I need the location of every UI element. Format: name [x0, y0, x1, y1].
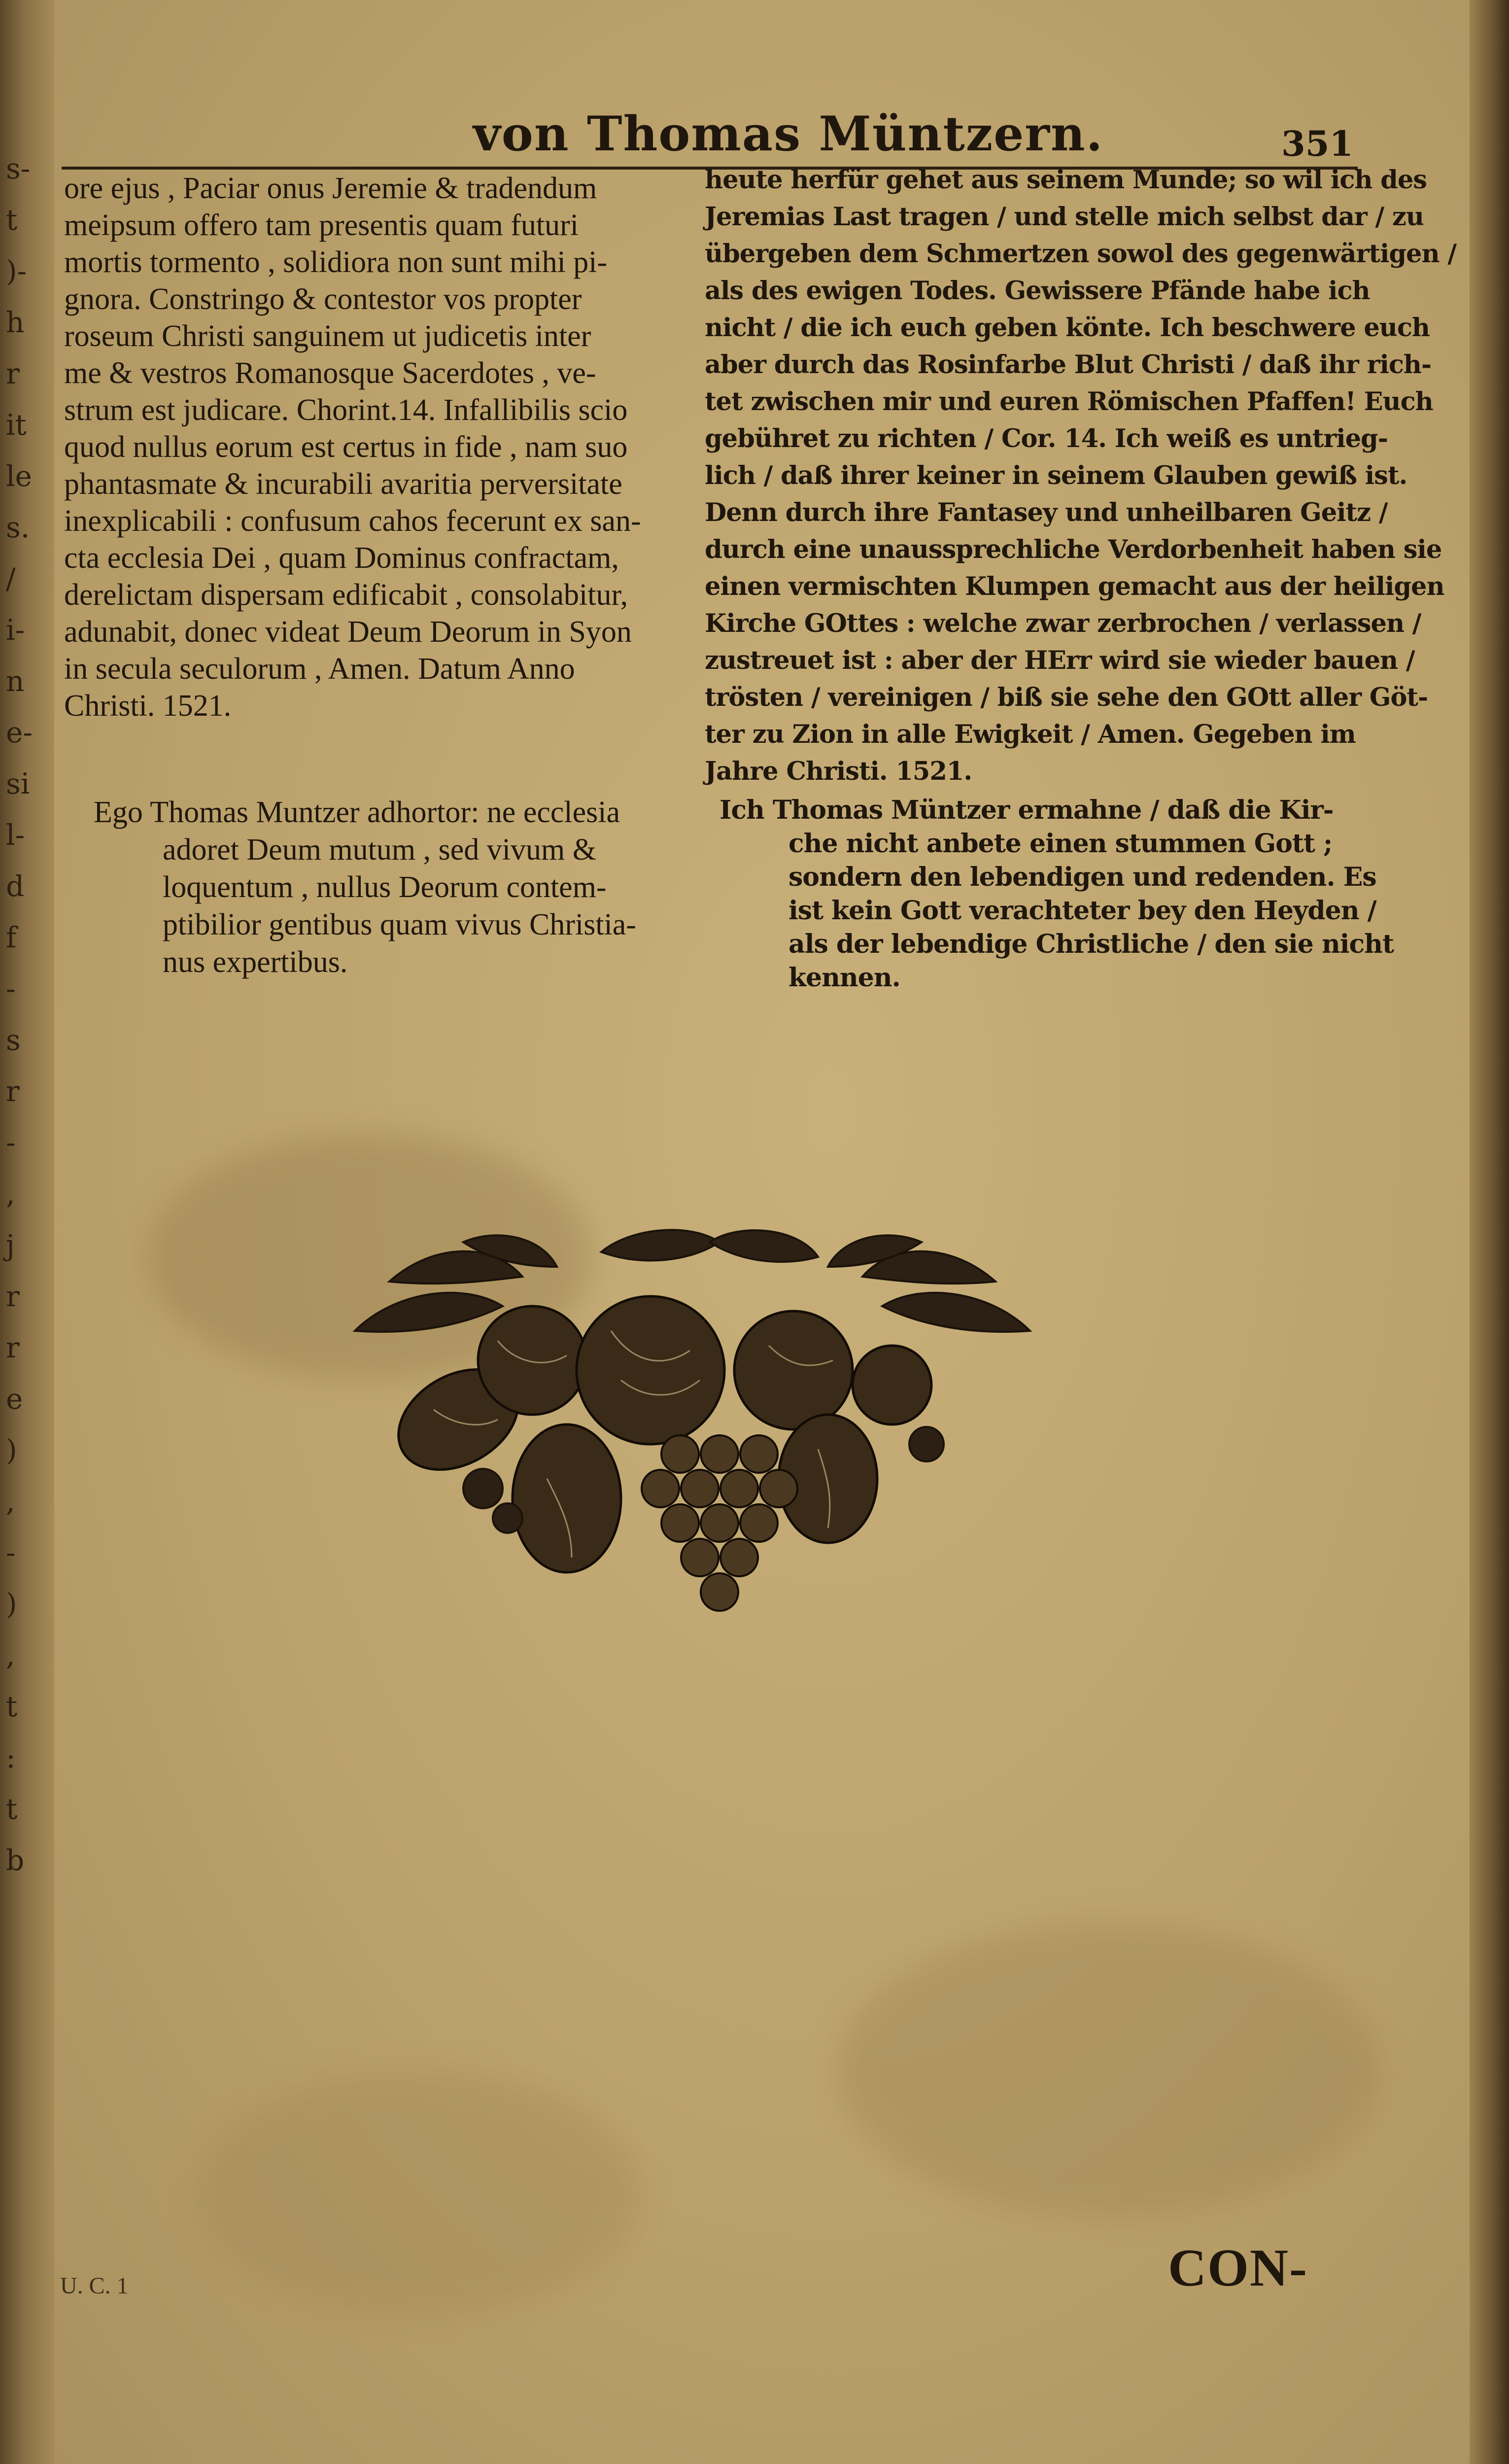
latin-column: [64, 170, 675, 725]
berry-ornament: [493, 1503, 522, 1533]
leaf-ornament: [601, 1230, 720, 1260]
fruit-ornament: [734, 1311, 853, 1429]
text-line: ore ejus , Paciar onus Jeremie & tradendum: [64, 172, 597, 205]
text-line: sondern den lebendigen und redenden. Es: [789, 862, 1376, 892]
text-line: Ich Thomas Müntzer ermahne / daß die Kir-: [720, 795, 1334, 825]
text-line: roseum Christi sanguinem ut judicetis inter: [64, 319, 591, 353]
text-line: gnora. Constringo & contestor vos propter: [64, 282, 582, 316]
text-line: cta ecclesia Dei , quam Dominus confractam,: [64, 541, 619, 575]
latin-exhortation: [94, 794, 685, 981]
grape-cluster: [642, 1435, 797, 1611]
text-line: ptibilior gentibus quam vivus Christia-: [163, 908, 636, 941]
leaf-ornament: [710, 1230, 818, 1262]
leaf-ornament: [882, 1293, 1030, 1332]
text-line: Jahre Christi. 1521.: [705, 757, 972, 786]
text-line: adoret Deum mutum , sed vivum &: [163, 833, 596, 867]
text-line: loquentum , nullus Deorum contem-: [163, 870, 607, 904]
text-line: übergeben dem Schmertzen sowol des gegenwärtigen /: [705, 239, 1456, 269]
text-line: einen vermischten Klumpen gemacht aus der heiligen: [705, 572, 1444, 601]
german-exhortation: [720, 794, 1394, 995]
text-line: strum est judicare. Chorint.14. Infallibilis scio: [64, 393, 628, 427]
text-line: nicht / die ich euch geben könte. Ich beschwere euch: [705, 313, 1430, 343]
text-line: Kirche GOttes : welche zwar zerbrochen / verlassen /: [705, 609, 1421, 638]
text-line: che nicht anbete einen stummen Gott ;: [789, 829, 1333, 859]
berry-ornament: [463, 1469, 503, 1508]
text-line: ter zu Zion in alle Ewigkeit / Amen. Gegeben im: [705, 720, 1356, 749]
text-line: derelictam dispersam edificabit , consolabitur,: [64, 578, 628, 612]
previous-page-edge: [0, 0, 54, 2464]
running-title: von Thomas Müntzern.: [473, 106, 1104, 162]
text-line: quod nullus eorum est certus in fide , nam suo: [64, 430, 628, 464]
fruit-ornament: [853, 1346, 931, 1424]
text-line: als des ewigen Todes. Gewissere Pfände habe ich: [705, 276, 1370, 306]
fruit-ornament: [478, 1306, 586, 1415]
text-line: heute herfür gehet aus seinem Munde; so wil ich des: [705, 165, 1427, 195]
text-line: Christi. 1521.: [64, 689, 232, 723]
berry-ornament: [909, 1427, 944, 1461]
text-line: zustreuet ist : aber der HErr wird sie wieder bauen /: [705, 646, 1415, 675]
text-line: tet zwischen mir und euren Römischen Pfaffen! Euch: [705, 387, 1433, 416]
text-line: lich / daß ihrer keiner in seinem Glauben gewiß ist.: [705, 461, 1407, 490]
fruit-ornament: [513, 1424, 621, 1572]
text-line: trösten / vereinigen / biß sie sehe den GOtt aller Göt-: [705, 683, 1428, 712]
text-line: aber durch das Rosinfarbe Blut Christi / daß ihr rich-: [705, 350, 1432, 380]
paper-stain: [197, 2070, 641, 2317]
text-line: nus expertibus.: [163, 945, 348, 979]
text-line: ist kein Gott verachteter bey den Heyden /: [789, 896, 1376, 926]
text-line: als der lebendige Christliche / den sie nicht: [789, 929, 1394, 959]
page-number: 351: [1281, 123, 1354, 164]
pomegranate-ornament: [577, 1296, 724, 1444]
text-line: Ego Thomas Muntzer adhortor: ne ecclesia: [94, 796, 620, 829]
text-line: mortis tormento , solidiora non sunt mihi pi-: [64, 245, 608, 279]
text-line: kennen.: [789, 963, 900, 993]
text-line: durch eine unaussprechliche Verdorbenheit haben sie: [705, 535, 1442, 564]
catchword: CON-: [1168, 2239, 1308, 2297]
page-edge: [1470, 0, 1509, 2464]
text-line: in secula seculorum , Amen. Datum Anno: [64, 652, 575, 686]
fruit-ornament-woodcut: [335, 1222, 1050, 1651]
text-line: Denn durch ihre Fantasey und unheilbaren Geitz /: [705, 498, 1388, 527]
text-line: inexplicabili : confusum cahos fecerunt ex san-: [64, 504, 641, 538]
gutter-text: s- t )- h r it le s. / i- n e- si l- d f - s r - , j r r e ) , - ) , t : t b: [6, 152, 33, 1877]
german-column: [705, 162, 1456, 790]
text-line: Jeremias Last tragen / und stelle mich selbst dar / zu: [705, 202, 1424, 232]
text-line: adunabit, donec videat Deum Deorum in Syon: [64, 615, 632, 649]
text-line: phantasmate & incurabili avaritia perversitate: [64, 467, 622, 501]
paper-stain: [838, 1922, 1380, 2218]
signature-mark: U. C. 1: [60, 2273, 129, 2299]
text-line: me & vestros Romanosque Sacerdotes , ve-: [64, 356, 596, 390]
leaf-ornament: [355, 1293, 503, 1332]
text-line: meipsum offero tam presentis quam futuri: [64, 208, 579, 242]
text-line: gebühret zu richten / Cor. 14. Ich weiß es untrieg-: [705, 424, 1388, 453]
